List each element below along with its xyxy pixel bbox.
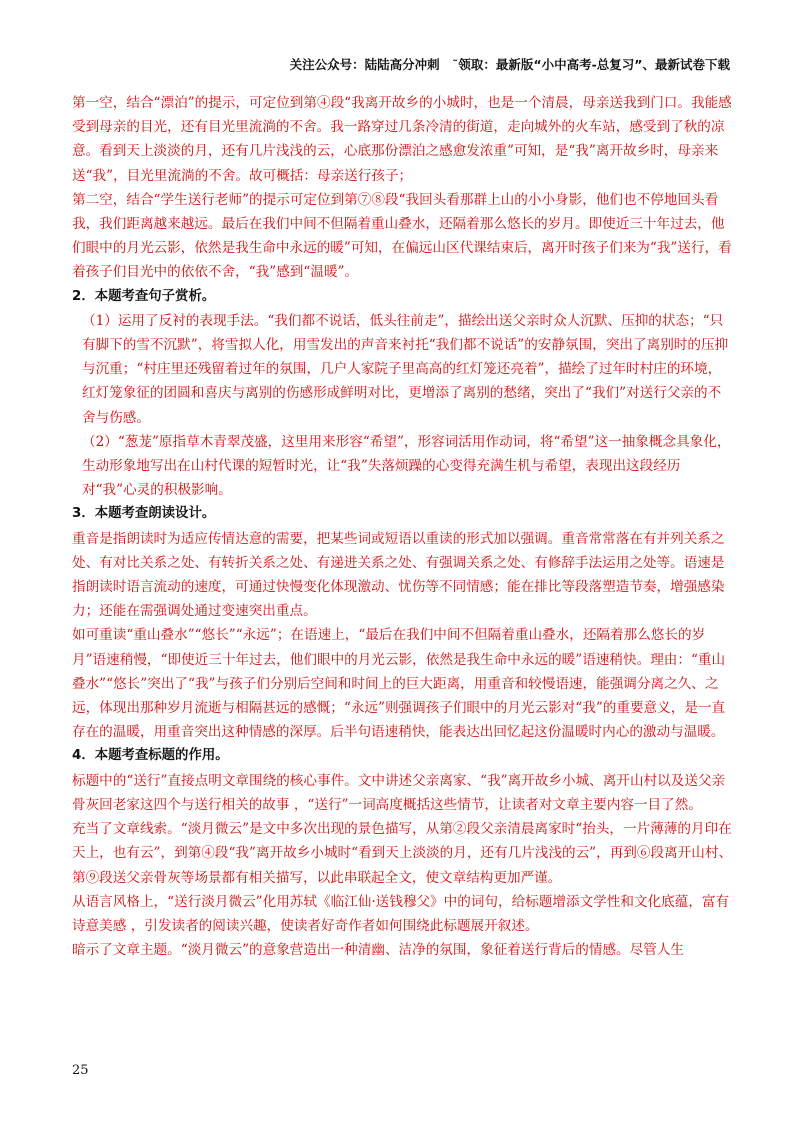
- answer-content: [72, 91, 734, 962]
- answer-paragraph: 第二空，结合“学生送行老师”的提示可定位到第⑦⑧段“我回头看那群上山的小小身影，他们也不停地回头看我，我们距离越来越远。最后在我们中间不但隔着重山叠水，还隔着那么悠长的岁月。即使近三十年过去，他们眼中的月光云影，依然是我生命中永远的暖”可知，在偏远山区代课结束后，离开时孩子们来为“我”送行，看着孩子们目光中的依依不舍，“我”感到“温暖”。: [72, 191, 732, 281]
- answer-paragraph: 标题中的“送行”直接点明文章围绕的核心事件。文中讲述父亲离家、“我”离开故乡小城、离开山村以及送父亲骨灰回老家这四个与送行相关的故事 ，“送行”一词高度概括这些情节，让读者对文章主要内容一目了然。: [72, 772, 726, 813]
- page-header: 关注公众号：陆陆高分冲刺 ˜领取：最新版“小中高考-总复习”、最新试卷下载: [289, 57, 730, 72]
- answer-paragraph: （2）“葱茏”原指草木青翠茂盛，这里用来形容“希望”，形容词活用作动词，将“希望”这一抽象概念具象化，生动形象地写出在山村代课的短暂时光，让“我”失落烦躁的心变得充满生机与希望，表现出这段经历对“我”心灵的积极影响。: [82, 433, 731, 499]
- answer-paragraph: 第一空，结合“漂泊”的提示，可定位到第④段“我离开故乡的小城时，也是一个清晨，母亲送我到门口。我能感受到母亲的目光，还有目光里流淌的不舍。我一路穿过几条冷清的街道，走向城外的火车站，感受到了秋的凉意。看到天上淡淡的月，还有几片浅浅的云，心底那份漂泊之感愈发浓重”可知，是“我”离开故乡时，母亲来送“我”，目光里流淌的不舍。故可概括：母亲送行孩子；: [72, 95, 732, 184]
- answer-paragraph: 从语言风格上，“送行淡月微云”化用苏轼《临江仙·送钱穆父》中的词句，给标题增添文学性和文化底蕴，富有诗意美感 ，引发读者的阅读兴趣，使读者好奇作者如何围绕此标题展开叙述。: [72, 893, 730, 934]
- answer-paragraph: （1）运用了反衬的表现手法。“我们都不说话，低头往前走”，描绘出送父亲时众人沉默、压抑的状态；“只有脚下的雪不沉默”，将雪拟人化，用雪发出的声音来衬托“我们都不说话”的安静氛围，突出了离别时的压抑与沉重；“村庄里还残留着过年的氛围，几户人家院子里高高的红灯笼还亮着”，描绘了过年时村庄的环境，红灯笼象征的团圆和喜庆与离别的伤感形成鲜明对比，更增添了离别的愁绪，突出了“我们”对送行父亲的不舍与伤感。: [82, 312, 729, 426]
- answer-paragraph: 重音是指朗读时为适应传情达意的需要，把某些词或短语以重读的形式加以强调。重音常常落在有并列关系之处、有对比关系之处、有转折关系之处、有递进关系之处、有强调关系之处、有修辞手法运用之处等。语速是指朗读时语言流动的速度，可通过快慢变化体现激动、忧伤等不同情感；能在排比等段落塑造节奏，增强感染力；还能在需强调处通过变速突出重点。: [72, 530, 725, 620]
- question-heading: 3．本题考查朗读设计。: [72, 506, 216, 522]
- page-number: 25: [72, 1063, 89, 1078]
- answer-paragraph: 充当了文章线索。“淡月微云”是文中多次出现的景色描写，从第②段父亲清晨离家时“抬头，一片薄薄的月印在天上，也有云”，到第④段“我”离开故乡小城时“看到天上淡淡的月，还有几片浅浅的云”，再到⑥段离开山村、第⑨段送父亲骨灰等场景都有相关描写，以此串联起全文，使文章结构更加严谨。: [72, 821, 733, 886]
- answer-paragraph: 如可重读“重山叠水”“悠长”“永远”；在语速上，“最后在我们中间不但隔着重山叠水，还隔着那么悠长的岁月”语速稍慢，“即使近三十年过去，他们眼中的月光云影，依然是我生命中永远的暖”语速稍快。理由：“重山叠水”“悠长”突出了“我”与孩子们分别后空间和时间上的巨大距离，用重音和较慢语速，能强调分离之久、之远，体现出那种岁月流逝与相隔甚远的感慨；“永远”则强调孩子们眼中的月光云影对“我”的重要意义，是一直存在的温暖，用重音突出这种情感的深厚。后半句语速稍快，能表达出回忆起这份温暖时内心的激动与温暖。: [72, 627, 726, 741]
- answer-paragraph: 暗示了文章主题。“淡月微云”的意象营造出一种清幽、洁净的氛围，象征着送行背后的情感。尽管人生: [72, 942, 685, 959]
- question-heading: 2．本题考查句子赏析。: [72, 288, 216, 304]
- question-heading: 4．本题考查标题的作用。: [72, 748, 229, 764]
